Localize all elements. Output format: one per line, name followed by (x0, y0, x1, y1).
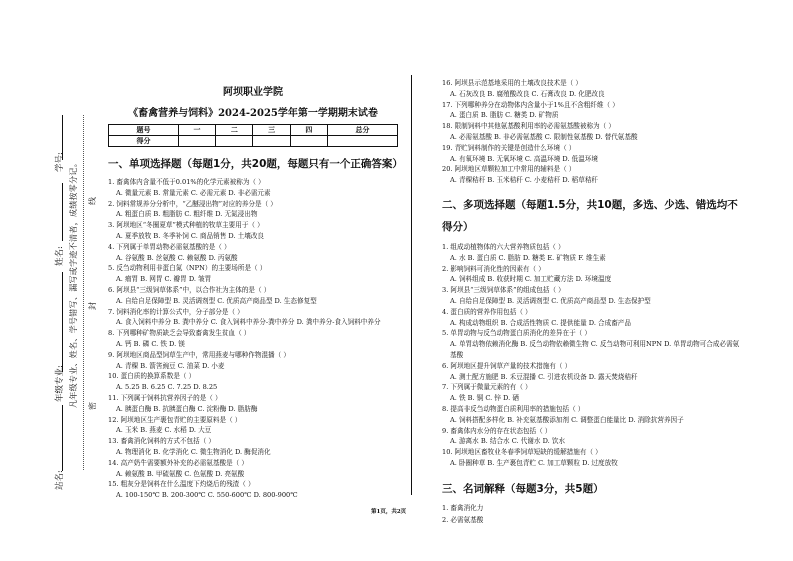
score-cell-blank[interactable] (178, 136, 215, 147)
score-cell: 一 (178, 125, 215, 136)
section1-questions-part1 (108, 177, 398, 501)
question-stem: 7. 饲料消化率的计算公式中，分子部分是（ ） (108, 307, 244, 316)
question-stem: 5. 单胃动物与反刍动物蛋白质消化的差异在于（ ） (442, 329, 591, 338)
score-cell: 总分 (328, 125, 398, 136)
question-stem: 4. 蛋白质的营养作用包括（ ） (442, 307, 532, 316)
question-options: A. 瘤胃 B. 网胃 C. 瓣胃 D. 皱胃 (116, 275, 212, 284)
question-stem: 6. 阿坝地区提升饲草产量的技术措施有（ ） (442, 361, 572, 370)
question-options: A. 谷氨酸 B. 丝氨酸 C. 赖氨酸 D. 丙氨酸 (116, 253, 238, 262)
question-options: A. 必需氨基酸 B. 非必需氨基酸 C. 限制性氨基酸 D. 替代氨基酸 (450, 132, 638, 141)
seal-dotted-line (83, 115, 84, 470)
question-options: A. 微量元素 B. 常量元素 C. 必需元素 D. 非必需元素 (116, 188, 271, 197)
question-stem: 4. 下列属于单胃动物必需氨基酸的是（ ） (108, 242, 231, 251)
score-cell: 得分 (109, 136, 179, 147)
question-options: A. 5.25 B. 6.25 C. 7.25 D. 8.25 (116, 383, 218, 392)
question-stem: 5. 反刍动物利用非蛋白氮（NPN）的主要场所是（ ） (108, 264, 267, 273)
binding-line (62, 405, 63, 471)
question-options: A. 粗蛋白质 B. 粗脂肪 C. 粗纤维 D. 无氮浸出物 (116, 210, 258, 219)
question-options: A. 石灰改良 B. 腐殖酸改良 C. 石膏改良 D. 化肥改良 (450, 89, 605, 98)
question-options: A. 玉米 B. 燕麦 C. 水稻 D. 大豆 (116, 426, 212, 435)
question-options: A. 青稞秸秆 B. 玉米秸秆 C. 小麦秸秆 D. 稻草秸秆 (450, 176, 599, 185)
question-options: A. 100-150℃ B. 200-300℃ C. 550-600℃ D. 800-900℃ (116, 491, 298, 500)
question-options: A. 水 B. 蛋白质 C. 脂肪 D. 糖类 E. 矿物质 F. 维生素 (450, 253, 606, 262)
question-stem: 9. 畜禽体内水分的存在状态包括（ ） (442, 426, 552, 435)
question-options: A. 钙 B. 磷 C. 铁 D. 镁 (116, 339, 185, 348)
question-options: A. 蛋白质 B. 脂肪 C. 糖类 D. 矿物质 (450, 111, 559, 120)
seal-mark-feng: 封 (88, 302, 97, 310)
score-table (108, 124, 398, 147)
question-stem: 13. 畜禽消化饲料的方式不包括（ ） (108, 437, 215, 446)
question-options: A. 自给自足保障型 B. 灵活调剂型 C. 优质高产商品型 D. 生态保护型 (450, 296, 651, 305)
score-cell-blank[interactable] (290, 136, 327, 147)
question-options: A. 饲料搭配多样化 B. 补充氨基酸添加剂 C. 调整蛋白能量比 D. 消除抗营养因子 (450, 415, 684, 424)
question-options: A. 卧圈种草 B. 生产裹包青贮 C. 加工草颗粒 D. 过度放牧 (450, 458, 618, 467)
question-options: A. 胰蛋白酶 B. 抗胰蛋白酶 C. 淀粉酶 D. 脂肪酶 (116, 404, 258, 413)
question-stem: 3. 阿坝县“三级饲草体系”的组成包括（ ） (442, 286, 565, 295)
site-label: 站名: (55, 470, 65, 490)
question-options: A. 饲料组成 B. 收获时期 C. 加工贮藏方法 D. 环境温度 (450, 275, 612, 284)
question-stem: 7. 下列属于微量元素的有（ ） (442, 383, 532, 392)
question-stem: 14. 高产奶牛需要额外补充的必需氨基酸是（ ） (108, 458, 248, 467)
question-options: A. 单胃动物依赖消化酶 B. 反刍动物依赖微生物 C. 反刍动物可利用NPN D. 单胃动物可合成必需氨基酸 (450, 340, 740, 359)
question-options: A. 有氧环境 B. 无氧环境 C. 高温环境 D. 低温环境 (450, 154, 599, 163)
score-cell-blank[interactable] (328, 136, 398, 147)
left-column (108, 78, 403, 501)
question-stem: 12. 阿坝地区生产裹包青贮的主要原料是（ ） (108, 415, 242, 424)
question-stem: 1. 畜禽体内含量不低于0.01%的化学元素被称为（ ） (108, 178, 265, 186)
question-options: A. 自给自足保障型 B. 灵活调剂型 C. 优质高产商品型 D. 生态修复型 (116, 296, 317, 305)
score-cell: 二 (216, 125, 253, 136)
question-options: A. 物理消化 B. 化学消化 C. 微生物消化 D. 酶促消化 (116, 447, 271, 456)
question-options: A. 赖氨酸 B. 甲硫氨酸 C. 色氨酸 D. 亮氨酸 (116, 469, 245, 478)
question-options: A. 测土配方施肥 B. 禾豆混播 C. 引进农机设备 D. 露天焚烧秸秆 (450, 372, 638, 381)
question-options: A. 构成动物组织 B. 合成活性物质 C. 提供能量 D. 合成畜产品 (450, 318, 631, 327)
exam-title: 《畜禽营养与饲料》2024-2025学年第一学期期末试卷 (128, 108, 378, 119)
score-cell: 三 (253, 125, 290, 136)
term-item: 2. 必需氨基酸 (442, 515, 484, 524)
section1-title: 一、单项选择题（每题1分，共20题，每题只有一个正确答案） (108, 158, 403, 170)
question-stem: 11. 下列属于饲料抗营养因子的是（ ） (108, 393, 222, 402)
question-options: A. 铁 B. 铜 C. 锌 D. 硒 (450, 394, 519, 403)
question-stem: 2. 影响饲料可消化性的因素有（ ） (442, 264, 545, 273)
question-stem: 8. 提高非反刍动物蛋白质利用率的措施包括（ ） (442, 404, 585, 413)
right-column (442, 78, 742, 526)
score-cell: 题号 (109, 125, 179, 136)
page-footer: 第1页，共2页 (371, 509, 407, 515)
score-table-score-row (109, 136, 398, 147)
section2-questions (442, 242, 742, 469)
question-stem: 16. 阿坝县示范基地采用的土壤改良技术是（ ） (442, 79, 582, 87)
score-cell-blank[interactable] (216, 136, 253, 147)
binding-line (62, 183, 63, 241)
term-item: 1. 畜禽消化力 (442, 503, 484, 512)
question-stem: 20. 阿坝地区草颗粒加工中常用的辅料是（ ） (442, 165, 576, 174)
binding-line (62, 272, 63, 372)
grade-major-label: 年级专业: (55, 365, 65, 402)
section3-items (442, 502, 742, 526)
school-name: 阿坝职业学院 (223, 87, 283, 98)
section1-questions-part2 (442, 78, 742, 186)
question-options: A. 青稞 B. 箭筈豌豆 C. 油菜 D. 小麦 (116, 361, 225, 370)
question-stem: 1. 组成动植物体的六大营养物质包括（ ） (442, 242, 565, 251)
seal-mark-mi: 密 (88, 402, 97, 410)
student-id-label: 学号: (55, 152, 65, 172)
score-table-header-row (109, 125, 398, 136)
question-stem: 9. 阿坝地区商品型饲草生产中，常用燕麦与哪种作物混播（ ） (108, 350, 290, 359)
question-stem: 18. 限制饲料中其他氨基酸利用率的必需氨基酸被称为（ ） (442, 122, 615, 131)
question-stem: 3. 阿坝地区“冬圈夏草”模式种植的牧草主要用于（ ） (108, 221, 264, 230)
question-options: A. 食入饲料中养分 B. 粪中养分 C. 食入饲料中养分-粪中养分 D. 粪中养分-食入饲料中养分 (116, 318, 381, 327)
section2-title: 二、多项选择题（每题1.5分，共10题，多选、少选、错选均不得分） (442, 198, 738, 233)
question-options: A. 夏季放牧 B. 冬季补饲 C. 商品销售 D. 土壤改良 (116, 231, 265, 240)
binding-note: 凡年级专业、姓名、学号错写、漏写或字迹不清者，成绩按零分记。 (69, 159, 78, 408)
column-divider (411, 75, 412, 495)
question-stem: 2. 饲料常规养分分析中，“乙醚浸出物”对应的养分是（ ） (108, 199, 277, 208)
question-stem: 19. 青贮饲料制作的关键是创造什么环境（ ） (442, 143, 576, 152)
question-stem: 10. 蛋白质的换算系数是（ ） (108, 372, 196, 381)
name-label: 姓名: (55, 246, 65, 266)
question-stem: 6. 阿坝县“三级饲草体系”中，以合作社为主体的是（ ） (108, 285, 271, 294)
seal-mark-xian: 线 (88, 197, 97, 205)
question-stem: 8. 下列哪种矿物质缺乏会导致畜禽发生贫血（ ） (108, 329, 251, 338)
question-stem: 10. 阿坝地区畜牧业冬春季饲草短缺的缓解措施有（ ） (442, 448, 602, 457)
score-cell: 四 (290, 125, 327, 136)
section3-title: 三、名词解释（每题3分，共5题） (442, 482, 604, 495)
score-cell-blank[interactable] (253, 136, 290, 147)
question-stem: 15. 粗灰分是饲料在什么温度下灼烧后的残渣（ ） (108, 480, 255, 489)
question-options: A. 游离水 B. 结合水 C. 代谢水 D. 饮水 (450, 437, 566, 446)
question-stem: 17. 下列哪种养分在动物体内含量小于1%且不含粗纤维（ ） (442, 100, 619, 109)
